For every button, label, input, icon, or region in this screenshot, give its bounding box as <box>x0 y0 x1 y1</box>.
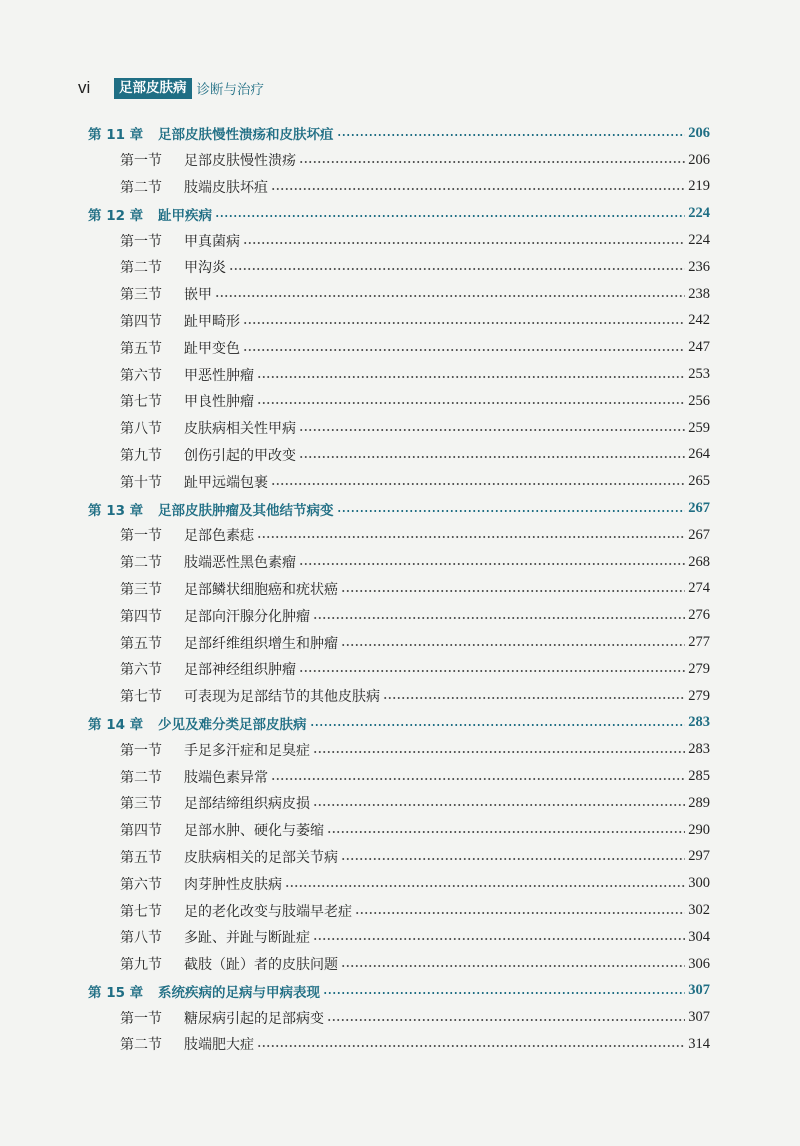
toc-section-entry[interactable] <box>88 334 710 361</box>
toc-section-entry[interactable] <box>88 656 710 683</box>
page-ref: 302 <box>688 902 710 918</box>
chapter-title: 足部皮肤慢性溃疡和皮肤坏疽 <box>158 127 334 144</box>
dot-leader <box>257 536 685 538</box>
toc-section-entry[interactable] <box>88 1031 710 1058</box>
page-ref: 279 <box>688 687 710 704</box>
toc-section-entry[interactable] <box>88 174 710 201</box>
page-ref: 277 <box>688 634 710 651</box>
dot-leader <box>341 644 685 646</box>
dot-leader <box>299 429 685 431</box>
chapter-number: 第 12 章 <box>88 207 144 224</box>
toc-section-entry[interactable] <box>88 227 710 254</box>
page-ref: 253 <box>688 366 710 383</box>
section-number: 第二节 <box>120 1037 162 1054</box>
page-ref: 307 <box>688 982 710 999</box>
page-ref: 242 <box>688 312 710 329</box>
dot-leader <box>327 1019 685 1021</box>
dot-leader <box>341 590 685 592</box>
section-number: 第三节 <box>120 581 162 598</box>
toc-section-entry[interactable] <box>88 468 710 495</box>
section-title: 可表现为足部结节的其他皮肤病 <box>184 689 380 706</box>
page-ref: 285 <box>688 768 710 785</box>
page-ref: 224 <box>688 232 710 249</box>
toc-section-entry[interactable] <box>88 924 710 951</box>
page-ref: 259 <box>688 419 710 436</box>
dot-leader <box>215 295 685 297</box>
dot-leader <box>299 563 685 565</box>
page-ref: 268 <box>688 553 710 570</box>
toc-section-entry[interactable] <box>88 870 710 897</box>
section-title: 足部水肿、硬化与萎缩 <box>184 823 324 840</box>
toc-chapter-entry[interactable] <box>88 120 710 147</box>
chapter-number: 第 15 章 <box>88 984 144 1001</box>
dot-leader <box>271 483 685 485</box>
toc-section-entry[interactable] <box>88 790 710 817</box>
section-number: 第八节 <box>120 421 162 438</box>
chapter-title: 趾甲疾病 <box>158 207 212 224</box>
dot-leader <box>313 938 685 940</box>
toc-section-entry[interactable] <box>88 576 710 603</box>
toc-chapter-entry[interactable] <box>88 710 710 737</box>
toc-section-entry[interactable] <box>88 629 710 656</box>
dot-leader <box>313 804 685 806</box>
section-number: 第一节 <box>120 528 162 545</box>
section-number: 第一节 <box>120 742 162 759</box>
section-title: 截肢（趾）者的皮肤问题 <box>184 957 338 974</box>
section-title: 肢端色素异常 <box>184 769 268 786</box>
section-title: 皮肤病相关的足部关节病 <box>184 849 338 866</box>
section-number: 第九节 <box>120 957 162 974</box>
toc-chapter-entry[interactable] <box>88 978 710 1005</box>
page-ref: 264 <box>688 446 710 463</box>
dot-leader <box>215 215 685 217</box>
dot-leader <box>243 349 685 351</box>
toc-section-entry[interactable] <box>88 844 710 871</box>
section-number: 第七节 <box>120 903 162 920</box>
page-ref: 247 <box>688 339 710 356</box>
page-ref: 283 <box>688 741 710 758</box>
section-title: 足部神经组织肿瘤 <box>184 662 296 679</box>
page-ref: 206 <box>688 124 710 141</box>
section-title: 足部结缔组织病皮损 <box>184 796 310 813</box>
section-number: 第六节 <box>120 662 162 679</box>
page-ref: 267 <box>688 526 710 543</box>
page-ref: 297 <box>688 848 710 865</box>
section-number: 第二节 <box>120 179 162 196</box>
dot-leader <box>341 965 685 967</box>
page-ref: 300 <box>688 875 710 892</box>
chapter-number: 第 13 章 <box>88 502 144 519</box>
toc-section-entry[interactable] <box>88 388 710 415</box>
section-title: 趾甲畸形 <box>184 313 240 330</box>
dot-leader <box>323 992 685 994</box>
dot-leader <box>243 322 685 324</box>
section-number: 第六节 <box>120 367 162 384</box>
chapter-title: 系统疾病的足病与甲病表现 <box>158 984 320 1001</box>
section-title: 肢端恶性黑色素瘤 <box>184 555 296 572</box>
section-title: 足部皮肤慢性溃疡 <box>184 153 296 170</box>
dot-leader <box>341 858 685 860</box>
toc-section-entry[interactable] <box>88 361 710 388</box>
dot-leader <box>310 724 686 726</box>
book-subtitle: 诊断与治疗 <box>196 82 264 98</box>
section-title: 甲沟炎 <box>184 260 226 277</box>
page-ref: 206 <box>688 151 710 168</box>
book-title-badge: 足部皮肤病 <box>114 78 192 99</box>
toc-section-entry[interactable] <box>88 763 710 790</box>
toc-section-entry[interactable] <box>88 1004 710 1031</box>
toc-section-entry[interactable] <box>88 308 710 335</box>
dot-leader <box>257 402 685 404</box>
toc-section-entry[interactable] <box>88 549 710 576</box>
toc-section-entry[interactable] <box>88 522 710 549</box>
page-ref: 279 <box>688 660 710 677</box>
toc-chapter-entry[interactable] <box>88 200 710 227</box>
page-ref: 236 <box>688 258 710 275</box>
section-title: 趾甲远端包裹 <box>184 474 268 491</box>
section-title: 足部色素痣 <box>184 528 254 545</box>
section-title: 足部纤维组织增生和肿瘤 <box>184 635 338 652</box>
section-title: 甲良性肿瘤 <box>184 394 254 411</box>
section-title: 创伤引起的甲改变 <box>184 447 296 464</box>
dot-leader <box>271 188 685 190</box>
section-title: 多趾、并趾与断趾症 <box>184 930 310 947</box>
toc-section-entry[interactable] <box>88 415 710 442</box>
dot-leader <box>327 831 685 833</box>
page-ref: 238 <box>688 285 710 302</box>
section-number: 第四节 <box>120 823 162 840</box>
section-number: 第一节 <box>120 153 162 170</box>
page-ref: 289 <box>688 794 710 811</box>
section-title: 嵌甲 <box>184 287 212 304</box>
dot-leader <box>285 885 685 887</box>
dot-leader <box>271 778 685 780</box>
section-number: 第二节 <box>120 769 162 786</box>
section-number: 第三节 <box>120 287 162 304</box>
page-ref: 276 <box>688 607 710 624</box>
dot-leader <box>257 376 685 378</box>
toc-section-entry[interactable] <box>88 281 710 308</box>
chapter-number: 第 11 章 <box>88 127 144 144</box>
section-title: 甲真菌病 <box>184 233 240 250</box>
toc-section-entry[interactable] <box>88 817 710 844</box>
dot-leader <box>337 134 686 136</box>
section-number: 第一节 <box>120 1010 162 1027</box>
toc-section-entry[interactable] <box>88 602 710 629</box>
dot-leader <box>243 242 685 244</box>
page-number: vi <box>78 78 91 97</box>
dot-leader <box>299 161 685 163</box>
section-number: 第七节 <box>120 689 162 706</box>
section-number: 第一节 <box>120 233 162 250</box>
dot-leader <box>337 510 686 512</box>
chapter-number: 第 14 章 <box>88 716 144 733</box>
toc-chapter-entry[interactable] <box>88 495 710 522</box>
page-ref: 307 <box>688 1009 710 1026</box>
section-number: 第五节 <box>120 635 162 652</box>
dot-leader <box>313 751 685 753</box>
page-ref: 219 <box>688 178 710 195</box>
section-title: 趾甲变色 <box>184 340 240 357</box>
dot-leader <box>383 697 685 699</box>
section-number: 第八节 <box>120 930 162 947</box>
page-ref: 306 <box>688 955 710 972</box>
page-ref: 224 <box>688 205 710 222</box>
section-number: 第九节 <box>120 447 162 464</box>
section-title: 手足多汗症和足臭症 <box>184 742 310 759</box>
dot-leader <box>229 268 685 270</box>
section-number: 第十节 <box>120 474 162 491</box>
page-ref: 304 <box>688 928 710 945</box>
section-number: 第五节 <box>120 340 162 357</box>
section-title: 足的老化改变与肢端早老症 <box>184 903 352 920</box>
page-ref: 314 <box>688 1035 710 1052</box>
section-title: 肢端皮肤坏疽 <box>184 179 268 196</box>
page-ref: 265 <box>688 473 710 490</box>
toc-section-entry[interactable] <box>88 254 710 281</box>
table-of-contents <box>88 120 710 1058</box>
toc-section-entry[interactable] <box>88 897 710 924</box>
section-title: 肉芽肿性皮肤病 <box>184 876 282 893</box>
section-title: 足部鳞状细胞癌和疣状癌 <box>184 581 338 598</box>
page-ref: 274 <box>688 580 710 597</box>
section-title: 皮肤病相关性甲病 <box>184 421 296 438</box>
section-number: 第二节 <box>120 555 162 572</box>
chapter-title: 少见及难分类足部皮肤病 <box>158 716 307 733</box>
toc-section-entry[interactable] <box>88 736 710 763</box>
section-number: 第四节 <box>120 608 162 625</box>
chapter-title: 足部皮肤肿瘤及其他结节病变 <box>158 502 334 519</box>
section-title: 甲恶性肿瘤 <box>184 367 254 384</box>
section-title: 足部向汗腺分化肿瘤 <box>184 608 310 625</box>
section-number: 第六节 <box>120 876 162 893</box>
section-title: 肢端肥大症 <box>184 1037 254 1054</box>
section-number: 第七节 <box>120 394 162 411</box>
toc-section-entry[interactable] <box>88 147 710 174</box>
page-ref: 267 <box>688 500 710 517</box>
dot-leader <box>299 456 685 458</box>
page-ref: 290 <box>688 821 710 838</box>
page-ref: 283 <box>688 714 710 731</box>
section-title: 糖尿病引起的足部病变 <box>184 1010 324 1027</box>
dot-leader <box>313 617 685 619</box>
dot-leader <box>257 1045 685 1047</box>
toc-section-entry[interactable] <box>88 951 710 978</box>
toc-section-entry[interactable] <box>88 683 710 710</box>
page-ref: 256 <box>688 392 710 409</box>
dot-leader <box>299 670 685 672</box>
section-number: 第四节 <box>120 313 162 330</box>
dot-leader <box>355 912 685 914</box>
section-number: 第二节 <box>120 260 162 277</box>
running-header <box>78 76 264 100</box>
section-number: 第五节 <box>120 849 162 866</box>
section-number: 第三节 <box>120 796 162 813</box>
toc-section-entry[interactable] <box>88 442 710 469</box>
